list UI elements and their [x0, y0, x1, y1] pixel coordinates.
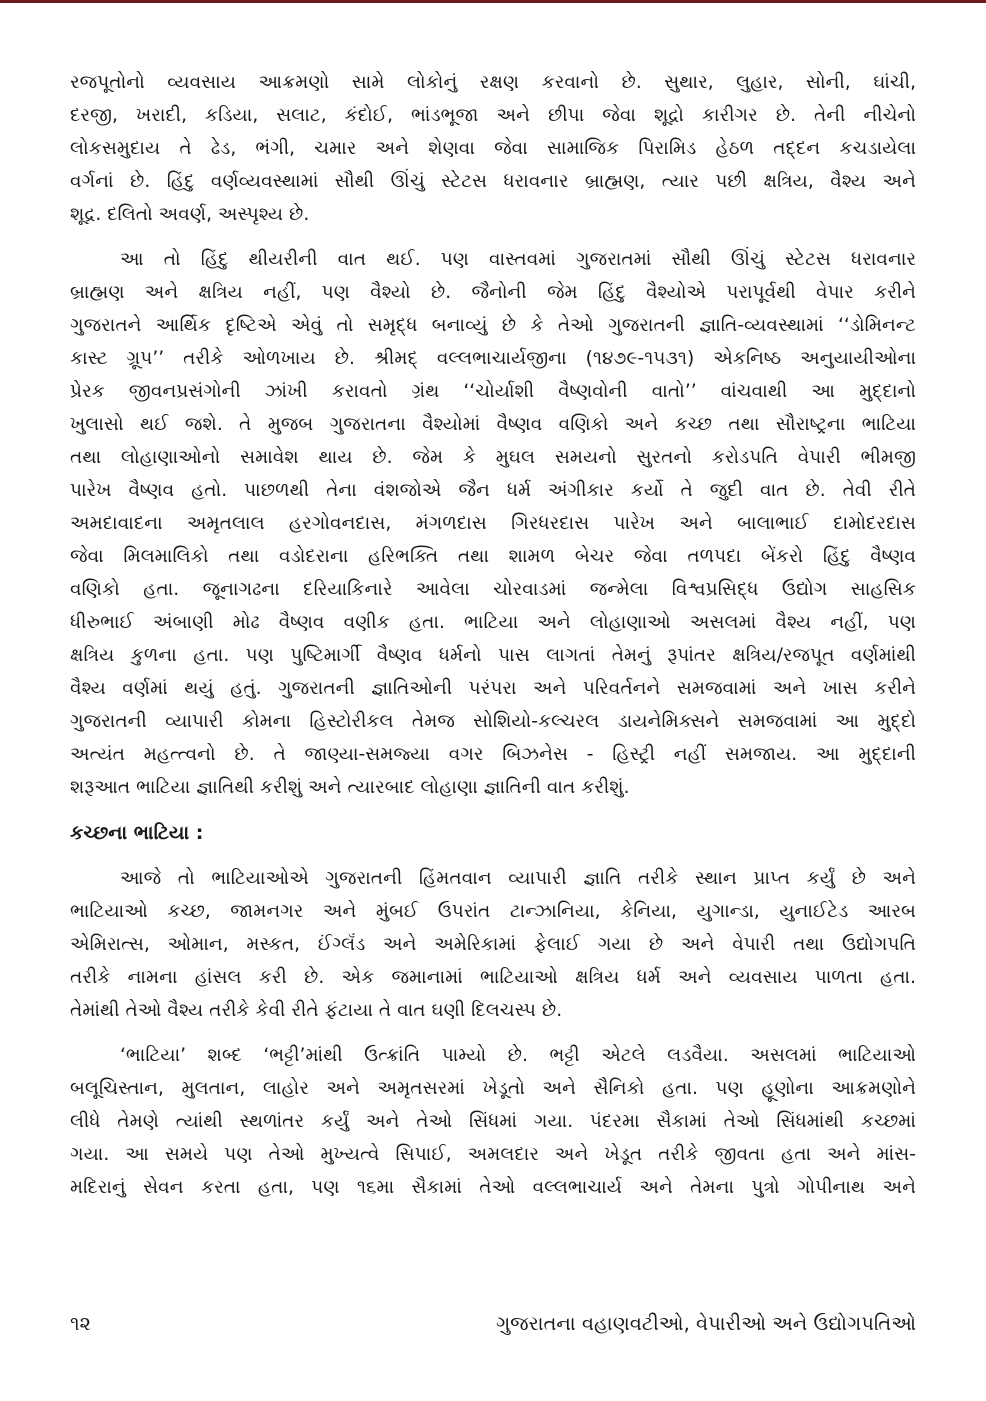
section-heading: કચ્છના ભાટિયા : [70, 822, 204, 844]
text-line: એમિરાત્સ, ઓમાન, મસ્કત, ઈંગ્લૅંડ અને અમેરિકામાં ફેલાઈ ગયા છે અને વેપારી તથા ઉદ્યોગપતિ [70, 934, 916, 955]
text-line: ખુલાસો થઈ જશે. તે મુજબ ગુજરાતના વૈશ્યોમાં વૈષ્ણવ વણિકો અને કચ્છ તથા સૌરાષ્ટ્રના ભાટિયા [70, 414, 916, 435]
text-line: ‘ભાટિયા’ શબ્દ ‘ભટ્ટી’માંથી ઉત્ક્રાંતિ પામ્યો છે. ભટ્ટી એટલે લડવૈયા. અસલમાં ભાટિયાઓ [120, 1045, 916, 1066]
page-footer [70, 1312, 916, 1335]
text-line: જેવા મિલમાલિકો તથા વડોદરાના હરિભક્તિ તથા શામળ બેચર જેવા તળપદા બેંકરો હિંદુ વૈષ્ણવ [70, 546, 916, 567]
text-line: વૈશ્ય વર્ણમાં થયું હતું. ગુજરાતની જ્ઞાતિઓની પરંપરા અને પરિવર્તનને સમજવામાં અને ખાસ કરીને [70, 678, 916, 699]
paragraph-1 [70, 66, 916, 231]
text-line: તેમાંથી તેઓ વૈશ્ય તરીકે કેવી રીતે ફંટાયા તે વાત ઘણી દિલચસ્પ છે. [70, 1000, 563, 1021]
text-line: વર્ગનાં છે. હિંદુ વર્ણવ્યવસ્થામાં સૌથી ઊંચું સ્ટેટસ ધરાવનાર બ્રાહ્મણ, ત્યાર પછી ક્ષત્રિય, વૈશ્ય અને [70, 171, 916, 192]
text-line: કાસ્ટ ગ્રૂપ’’ તરીકે ઓળખાય છે. શ્રીમદ્ વલ્લભાચાર્યજીના (૧૪૭૯-૧૫૩૧) એકનિષ્ઠ અનુયાયીઓના [70, 348, 916, 369]
text-line: દરજી, ખરાદી, કડિયા, સલાટ, કંદોઈ, ભાંડભૂજા અને છીપા જેવા શૂદ્રો કારીગર છે. તેની નીચેનો [70, 105, 916, 126]
text-line: વણિકો હતા. જૂનાગઢના દરિયાકિનારે આવેલા ચોરવાડમાં જન્મેલા વિશ્વપ્રસિદ્ધ ઉદ્યોગ સાહસિક [70, 579, 916, 600]
text-line: શૂદ્ર. દલિતો અવર્ણ, અસ્પૃશ્ય છે. [70, 204, 310, 225]
text-line: આ તો હિંદુ થીયરીની વાત થઈ. પણ વાસ્તવમાં ગુજરાતમાં સૌથી ઊંચું સ્ટેટસ ધરાવનાર [120, 249, 916, 270]
text-line: પારેખ વૈષ્ણવ હતો. પાછળથી તેના વંશજોએ જૈન ધર્મ અંગીકાર કર્યો તે જુદી વાત છે. તેવી રીતે [70, 480, 916, 501]
text-line: અમદાવાદના અમૃતલાલ હરગોવનદાસ, મંગળદાસ ગિરધરદાસ પારેખ અને બાલાભાઈ દામોદરદાસ [70, 513, 916, 534]
text-line: શરૂઆત ભાટિયા જ્ઞાતિથી કરીશું અને ત્યારબાદ લોહાણા જ્ઞાતિની વાત કરીશું. [70, 777, 630, 798]
text-line: આજે તો ભાટિયાઓએ ગુજરાતની હિંમતવાન વ્યાપારી જ્ઞાતિ તરીકે સ્થાન પ્રાપ્ત કર્યું છે અને [120, 868, 916, 889]
text-line: લીધે તેમણે ત્યાંથી સ્થળાંતર કર્યું અને તેઓ સિંધમાં ગયા. પંદરમા સૈકામાં તેઓ સિંધમાંથી કચ્છમાં [70, 1111, 916, 1132]
text-line: અત્યંત મહત્ત્વનો છે. તે જાણ્યા-સમજ્યા વગર બિઝનેસ - હિસ્ટ્રી નહીં સમજાય. આ મુદ્દાની [70, 744, 916, 765]
text-line: ભાટિયાઓ કચ્છ, જામનગર અને મુંબઈ ઉપરાંત ટાન્ઝાનિયા, કેનિયા, યુગાન્ડા, યુનાઈટેડ આરબ [70, 901, 916, 922]
text-line: તરીકે નામના હાંસલ કરી છે. એક જમાનામાં ભાટિયાઓ ક્ષત્રિય ધર્મ અને વ્યવસાય પાળતા હતા. [70, 967, 916, 988]
text-line: ગયા. આ સમયે પણ તેઓ મુખ્યત્વે સિપાઈ, અમલદાર અને ખેડૂત તરીકે જીવતા હતા અને માંસ- [70, 1144, 916, 1165]
text-line: બ્રાહ્મણ અને ક્ષત્રિય નહીં, પણ વૈશ્યો છે. જૈનોની જેમ હિંદુ વૈશ્યોએ પરાપૂર્વથી વેપાર કરીને [70, 282, 916, 303]
paragraph-4 [70, 1039, 916, 1204]
text-line: ક્ષત્રિય કુળના હતા. પણ પુષ્ટિમાર્ગી વૈષ્ણવ ધર્મનો પાસ લાગતાં તેમનું રૂપાંતર ક્ષત્રિય/રજપૂત વર્ણમાંથી [70, 645, 916, 666]
text-line: લોકસમુદાય તે ઢેડ, ભંગી, ચમાર અને શેણવા જેવા સામાજિક પિરામિડ હેઠળ તદ્દન કચડાયેલા [70, 138, 916, 159]
paragraph-3 [70, 862, 916, 1027]
text-line: પ્રેરક જીવનપ્રસંગોની ઝાંખી કરાવતો ગ્રંથ ‘‘ચોર્યાશી વૈષ્ણવોની વાતો’’ વાંચવાથી આ મુદ્દાનો [70, 381, 916, 402]
page-number: ૧૨ [70, 1312, 92, 1335]
text-line: તથા લોહાણાઓનો સમાવેશ થાય છે. જેમ કે મુઘલ સમયનો સુરતનો કરોડપતિ વેપારી ભીમજી [70, 447, 916, 468]
text-line: બલૂચિસ્તાન, મુલતાન, લાહોર અને અમૃતસરમાં ખેડૂતો અને સૈનિકો હતા. પણ હૂણોના આક્રમણોને [70, 1078, 916, 1099]
text-line: મદિરાનું સેવન કરતા હતા, પણ ૧૬મા સૈકામાં તેઓ વલ્લભાચાર્ય અને તેમના પુત્રો ગોપીનાથ અને [70, 1177, 916, 1198]
paragraph-2 [70, 243, 916, 804]
text-line: ગુજરાતને આર્થિક દૃષ્ટિએ એવું તો સમૃદ્ધ બનાવ્યું છે કે તેઓ ગુજરાતની જ્ઞાતિ-વ્યવસ્થામાં ‘‘ડોમિનન્ટ [70, 315, 916, 336]
running-title: ગુજરાતના વહાણવટીઓ, વેપારીઓ અને ઉદ્યોગપતિઓ [495, 1312, 916, 1335]
text-line: ધીરુભાઈ અંબાણી મોઢ વૈષ્ણવ વણીક હતા. ભાટિયા અને લોહાણાઓ અસલમાં વૈશ્ય નહીં, પણ [70, 612, 916, 633]
text-line: ગુજરાતની વ્યાપારી કોમના હિસ્ટોરીકલ તેમજ સોશિયો-કલ્ચરલ ડાયનેમિક્સને સમજવામાં આ મુદ્દો [70, 711, 916, 732]
page-body [70, 66, 916, 1216]
top-border-rule [0, 0, 986, 3]
text-line: રજપૂતોનો વ્યવસાય આક્રમણો સામે લોકોનું રક્ષણ કરવાનો છે. સુથાર, લુહાર, સોની, ઘાંચી, [70, 72, 916, 93]
